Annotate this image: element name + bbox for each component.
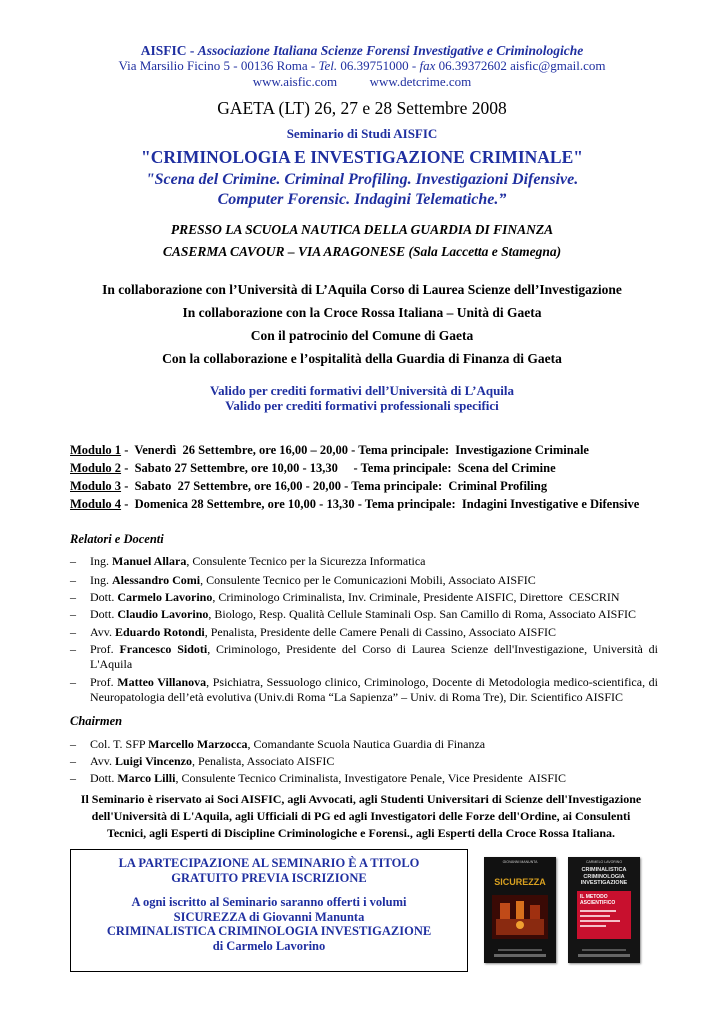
location-dates: GAETA (LT) 26, 27 e 28 Settembre 2008 [217,98,507,118]
book-title-line: CRIMINALISTICA [581,867,627,873]
book-author: CARMELO LAVORINO [585,860,623,864]
module-row [70,497,639,512]
speaker-desc: , Criminologo Criminalista, Inv. Criminale, Presidente AISFIC, Direttore CESCRIN [212,590,620,604]
speaker-desc: , Biologo, Resp. Qualità Cellule Staminali Osp. San Camillo di Roma, Associato AISFIC [208,607,637,621]
venue-line2: CASERMA CAVOUR – VIA ARAGONESE (Sala Laccetta e Stamegna) [162,244,562,259]
credit-line: Valido per crediti formativi dell’Università di L’Aquila [209,383,515,398]
book-author: GIOVANNI MANUNTA [502,860,538,864]
speaker-name: Carmelo Lavorino [117,590,213,604]
chairman-title: Avv. [90,754,115,768]
book-title-line: INVESTIGAZIONE [580,880,628,886]
speaker-title: Dott. [90,607,118,621]
seminar-subtitle-line1: "Scena del Crimine. Criminal Profiling. Investigazioni Difensive. [145,171,579,188]
module-text: - Sabato 27 Settembre, ore 16,00 - 20,00 - Tema principale: Criminal Profiling [121,479,548,493]
box-line: CRIMINALISTICA CRIMINOLOGIA INVESTIGAZIONE [106,924,432,938]
speaker-desc: , Penalista, Presidente delle Camere Penali di Cassino, Associato AISFIC [204,625,556,639]
speaker-item [70,675,658,705]
notice-line: Il Seminario è riservato ai Soci AISFIC, agli Avvocati, agli Studenti Universitari di Scienze dell'Investigazione [80,792,642,806]
module-row [70,461,556,476]
speakers-heading: Relatori e Docenti [70,532,164,546]
seminar-subtitle-line2: Computer Forensic. Indagini Telematiche.” [217,191,507,208]
speaker-title: Ing. [90,573,112,587]
list-dash: – [70,573,76,587]
chairmen-heading: Chairmen [70,714,123,728]
tel-label: Tel. [318,58,338,73]
speaker-title: Prof. [90,675,118,689]
fax-value: 06.39372602 aisfic@gmail.com [435,58,606,73]
credit-line: Valido per crediti formativi professionali specifici [225,398,499,413]
module-label: Modulo 1 [70,443,122,457]
speaker-title: Ing. [90,554,112,568]
module-text: - Sabato 27 Settembre, ore 10,00 - 13,30 - Tema principale: Scena del Crimine [121,461,556,475]
box-line: A ogni iscritto al Seminario saranno offerti i volumi [131,895,407,909]
speaker-desc: , Consulente Tecnico per la Sicurezza Informatica [186,554,426,568]
org-header [0,43,724,58]
chairman-desc: , Consulente Tecnico Criminalista, Investigatore Penale, Vice Presidente AISFIC [175,771,567,785]
module-row [70,443,589,458]
book-cover-criminalistica [568,857,640,963]
module-label: Modulo 3 [70,479,122,493]
speaker-item [70,607,658,622]
speaker-desc: , Psichiatra, Sessuologo clinico, Criminologo, Docente di Metodologia medico-scientifica, di Neuropatologia dell’età evolutiva (Univ.di Roma “La Sapienza” – Univ. di Roma Tre), Dir. Scientifico AISFIC [90,675,659,704]
chairman-desc: , Comandante Scuola Nautica Guardia di Finanza [247,737,486,751]
chairman-name: Marco Lilli [117,771,176,785]
list-dash: – [70,754,76,768]
org-full-name: Associazione Italiana Scienze Forensi Investigative e Criminologiche [197,43,584,58]
speaker-item [70,642,658,672]
fax-label: fax [419,58,436,73]
speaker-title: Avv. [90,625,115,639]
book-panel-line: ASCIENTIFICO [580,900,616,906]
book-title [568,867,640,887]
seminar-title: "CRIMINOLOGIA E INVESTIGAZIONE CRIMINALE" [141,147,583,167]
speaker-name: Alessandro Comi [112,573,201,587]
book-title: SICUREZZA [494,877,546,887]
book-illustration [492,895,548,939]
org-dash: - [186,43,198,58]
collaboration-line: Con il patrocinio del Comune di Gaeta [250,328,474,343]
chairman-title: Col. T. SFP [90,737,149,751]
speaker-title: Dott. [90,590,118,604]
list-dash: – [70,642,76,656]
list-dash: – [70,771,76,785]
eligibility-notice [62,791,660,842]
speaker-name: Claudio Lavorino [117,607,209,621]
speaker-item [70,625,658,640]
chairman-item [70,737,658,752]
book-title-line: CRIMINOLOGIA [583,873,625,880]
speaker-item [70,573,658,588]
speaker-title: Prof. [90,642,120,656]
chairman-item [70,754,658,769]
notice-line: dell'Università di L'Aquila, agli Ufficiali di PG ed agli Investigatori delle Forze dell'Ordine, ai Consulenti [91,809,631,823]
list-dash: – [70,607,76,621]
websites[interactable]: www.aisfic.com www.detcrime.com [252,74,472,89]
org-short-name: AISFIC [140,43,187,58]
chairman-name: Luigi Vincenzo [115,754,193,768]
collaboration-line: Con la collaborazione e l’ospitalità della Guardia di Finanza di Gaeta [162,351,562,366]
chairman-item [70,771,658,786]
box-line: di Carmelo Lavorino [212,938,326,953]
speaker-name: Eduardo Rotondi [115,625,205,639]
speaker-item [70,590,658,605]
participation-box [70,849,468,972]
speaker-name: Francesco Sidoti [119,642,208,656]
list-dash: – [70,590,76,604]
speaker-name: Matteo Villanova [117,675,207,689]
module-text: - Domenica 28 Settembre, ore 10,00 - 13,30 - Tema principale: Indagini Investigative e Difensive [121,497,640,511]
speaker-name: Manuel Allara [112,554,187,568]
venue-line1: PRESSO LA SCUOLA NAUTICA DELLA GUARDIA DI FINANZA [170,222,554,237]
book-cover-sicurezza [484,857,556,963]
list-dash: – [70,625,76,639]
list-dash: – [70,554,76,568]
chairman-desc: , Penalista, Associato AISFIC [192,754,335,768]
speaker-desc: , Criminologo, Presidente del Corso di Laurea Scienze dell'Investigazione, Università di L'Aquila [90,642,658,671]
book-panel-line: IL METODO [580,894,608,900]
list-dash: – [70,737,76,751]
collaboration-line: In collaborazione con la Croce Rossa Italiana – Unità di Gaeta [182,305,542,320]
book-red-panel [577,891,631,939]
notice-line: Tecnici, agli Esperti di Discipline Criminologiche e Forensi., agli Esperti della Croce Rossa Italiana. [106,826,616,840]
collaboration-line: In collaborazione con l’Università di L’Aquila Corso di Laurea Scienze dell’Investigazione [102,282,622,297]
box-line: SICUREZZA di Giovanni Manunta [173,909,365,924]
module-text: - Venerdì 26 Settembre, ore 16,00 – 20,00 - Tema principale: Investigazione Criminale [121,443,589,457]
box-line: LA PARTECIPAZIONE AL SEMINARIO È A TITOLO [118,856,420,870]
tel-value: 06.39751000 - [337,58,420,73]
org-contact [0,58,724,73]
chairman-name: Marcello Marzocca [148,737,248,751]
speaker-desc: , Consulente Tecnico per le Comunicazioni Mobili, Associato AISFIC [200,573,536,587]
module-label: Modulo 4 [70,497,122,511]
address: Via Marsilio Ficino 5 - 00136 Roma - [118,58,319,73]
module-label: Modulo 2 [70,461,122,475]
box-line: GRATUITO PREVIA ISCRIZIONE [171,870,367,885]
speaker-item [70,554,658,569]
module-row [70,479,547,494]
chairman-title: Dott. [90,771,118,785]
list-dash: – [70,675,76,689]
seminar-label: Seminario di Studi AISFIC [286,126,438,141]
